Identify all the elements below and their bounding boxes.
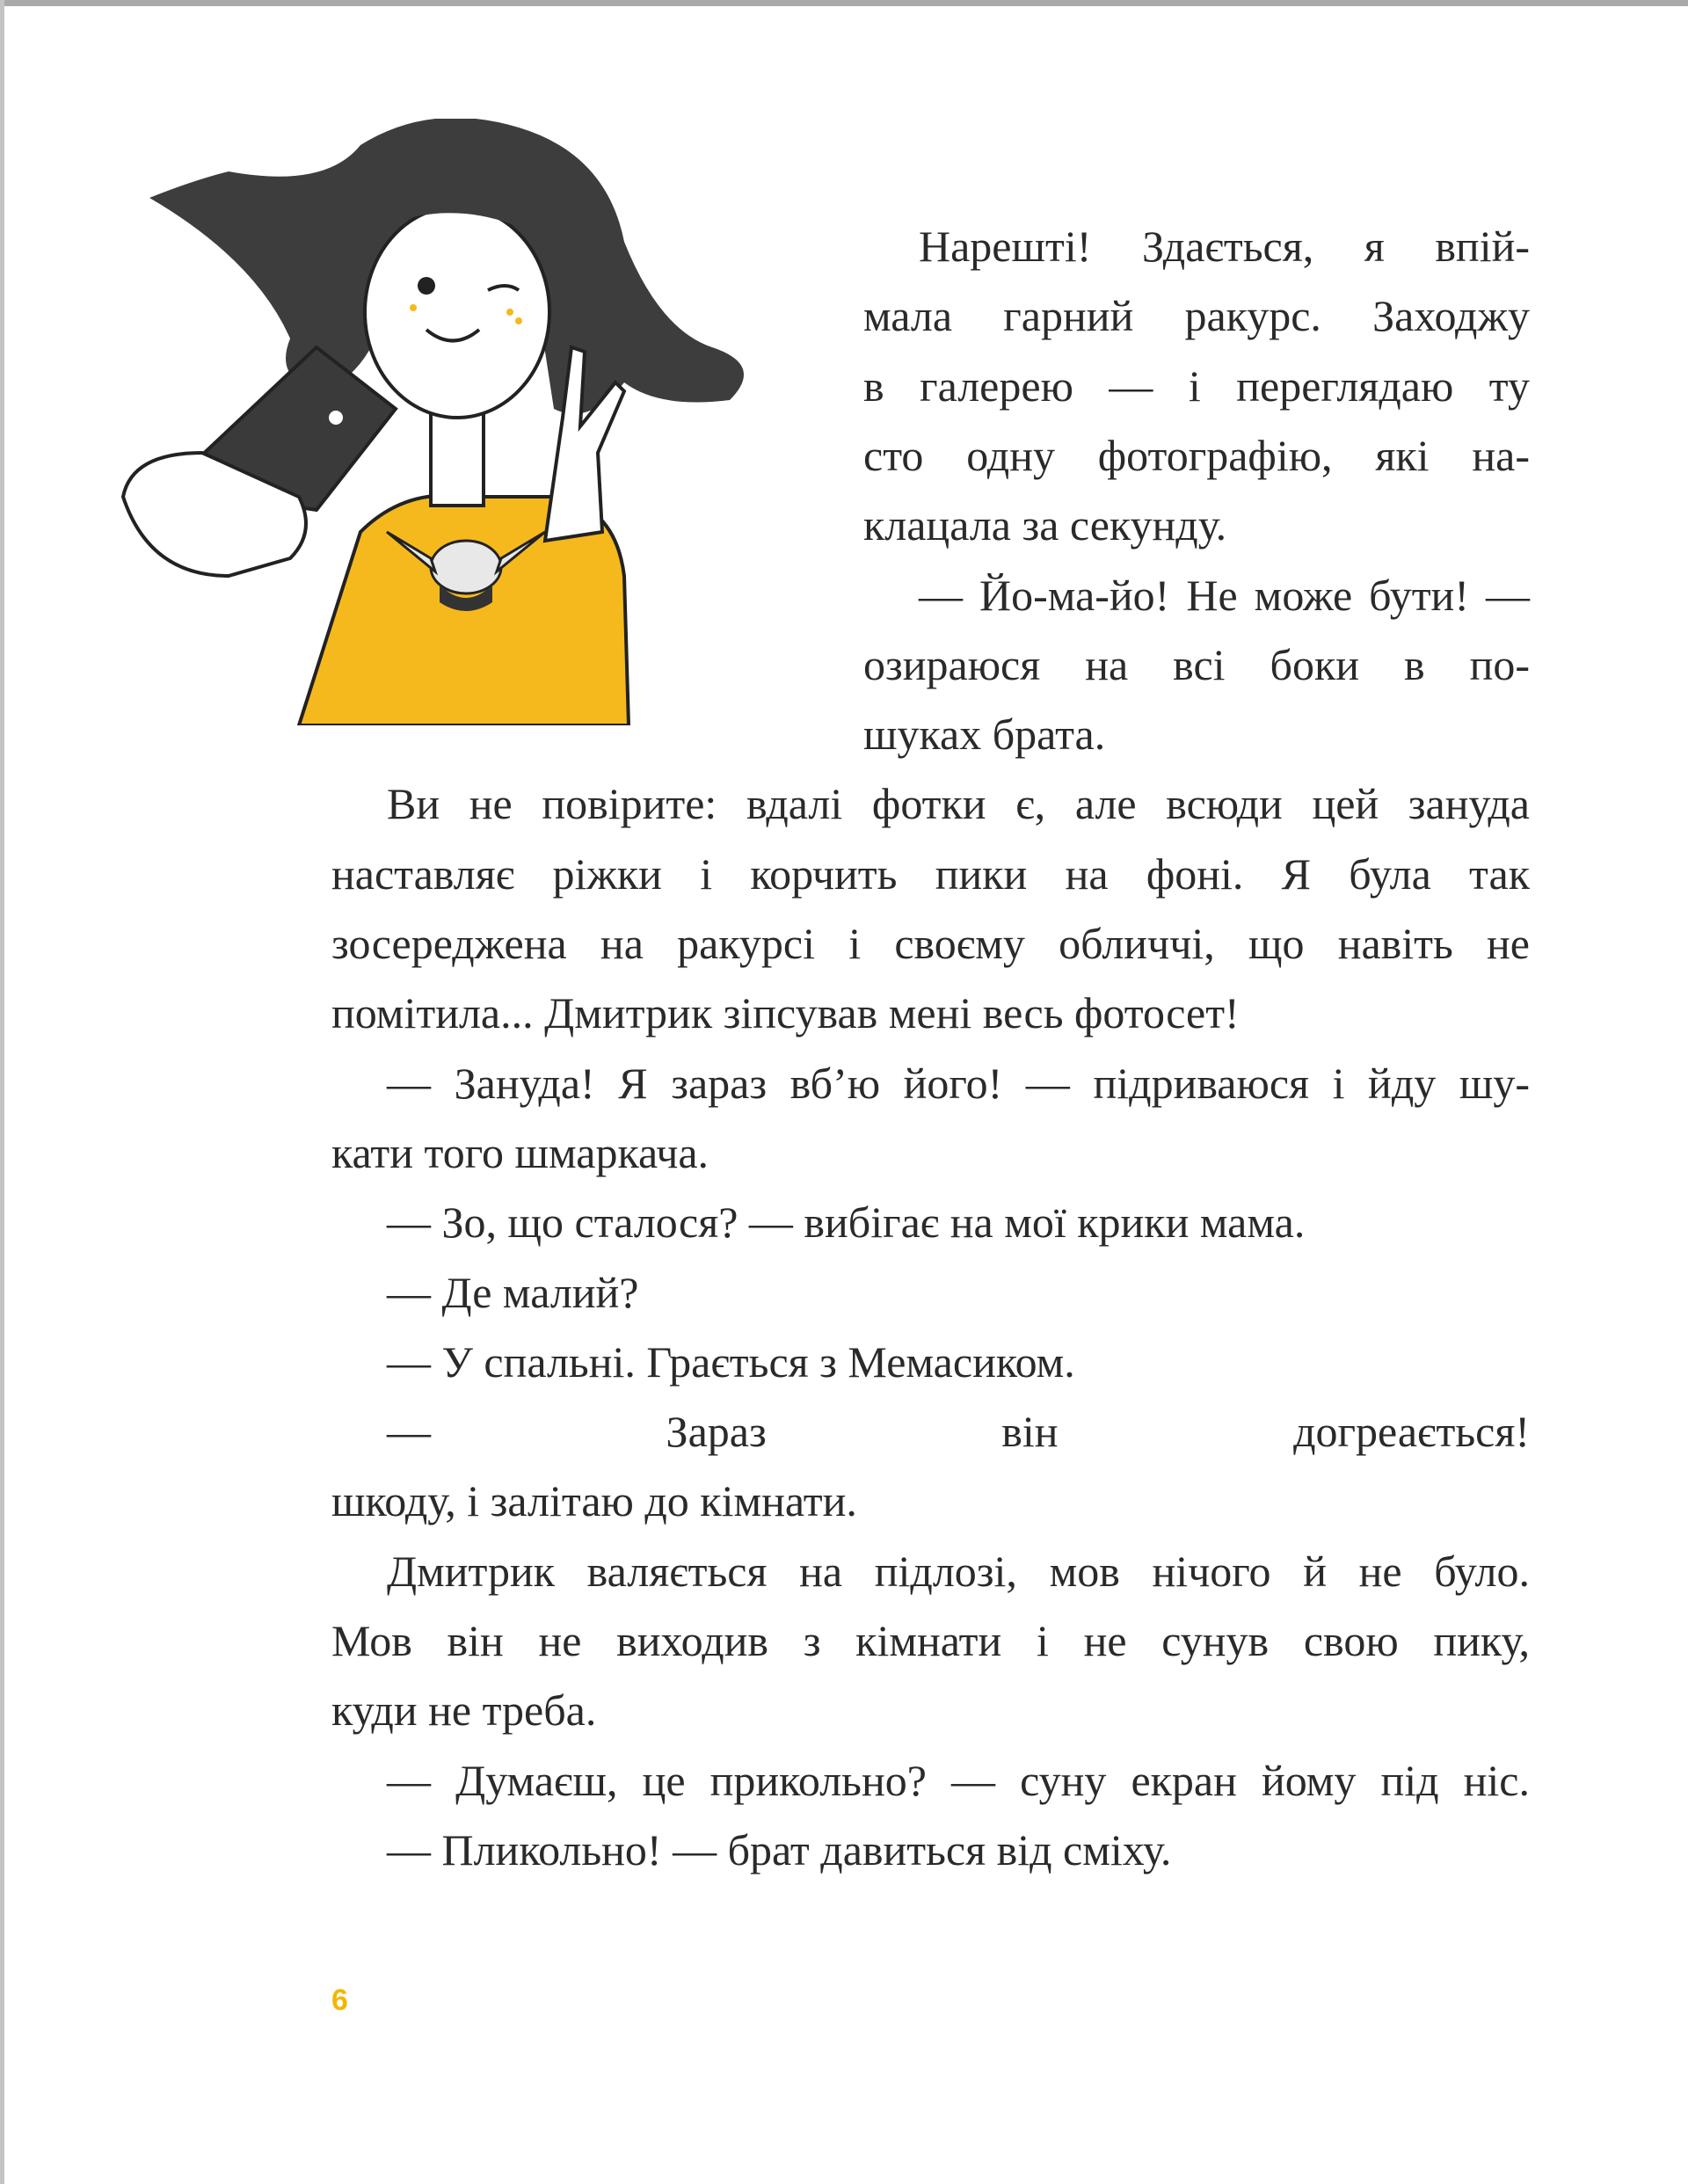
text-line: — Зо, що сталося? — вибігає на мої крики мама. <box>387 1198 1306 1248</box>
girl-selfie-illustration <box>97 119 835 725</box>
text-line: — Де малий? <box>387 1267 639 1317</box>
text-line: — Пликольно! — брат давиться від сміху. <box>387 1824 1172 1875</box>
window-top-border <box>0 0 1688 6</box>
text-line: шуках брата. <box>863 710 1106 760</box>
text-line: — Зараз він догреається! <box>387 1407 1530 1457</box>
text-line: озираюся на всі боки в по- <box>863 639 1530 689</box>
text-line: Мов він не виходив з кімнати і не сунув свою пику, <box>331 1616 1530 1665</box>
text-line: в галерею — і переглядаю ту <box>863 360 1530 411</box>
text-line: — Зануда! Я зараз вб’ю його! — підриваюся і йду шу- <box>387 1058 1530 1108</box>
page-number: 6 <box>331 1984 348 2017</box>
text-line: кати того шмаркача. <box>331 1127 709 1177</box>
text-line: сто одну фотографію, які на- <box>863 430 1530 480</box>
text-line: клацала за секунду. <box>863 500 1227 550</box>
text-line: Нарешті! Здається, я впій- <box>919 222 1530 271</box>
text-line: шкоду, і залітаю до кімнати. <box>331 1476 857 1526</box>
window-left-border <box>0 0 4 2184</box>
text-line: — Йо-ма-йо! Не може бути! — <box>919 570 1530 620</box>
text-line: Дмитрик валяється на підлозі, мов нічого й не було. <box>387 1546 1530 1596</box>
text-line: — Думаєш, це прикольно? — суну екран йому під ніс. <box>387 1755 1530 1805</box>
text-line: мала гарний ракурс. Заходжу <box>863 291 1530 341</box>
text-line: помітила... Дмитрик зіпсував мені весь фотосет! <box>331 988 1240 1038</box>
face <box>365 207 549 418</box>
neck <box>431 409 484 506</box>
shirt-print <box>431 541 501 593</box>
text-line: Ви не повірите: вдалі фотки є, але всюди цей зануда <box>387 779 1530 829</box>
text-line: зосереджена на ракурсі і своєму обличчі, що навіть не <box>331 919 1530 968</box>
text-line: наставляє ріжки і корчить пики на фоні. Я була так <box>331 848 1530 899</box>
text-line: куди не треба. <box>331 1685 597 1736</box>
text-line: — У спальні. Грається з Мемасиком. <box>387 1336 1075 1387</box>
